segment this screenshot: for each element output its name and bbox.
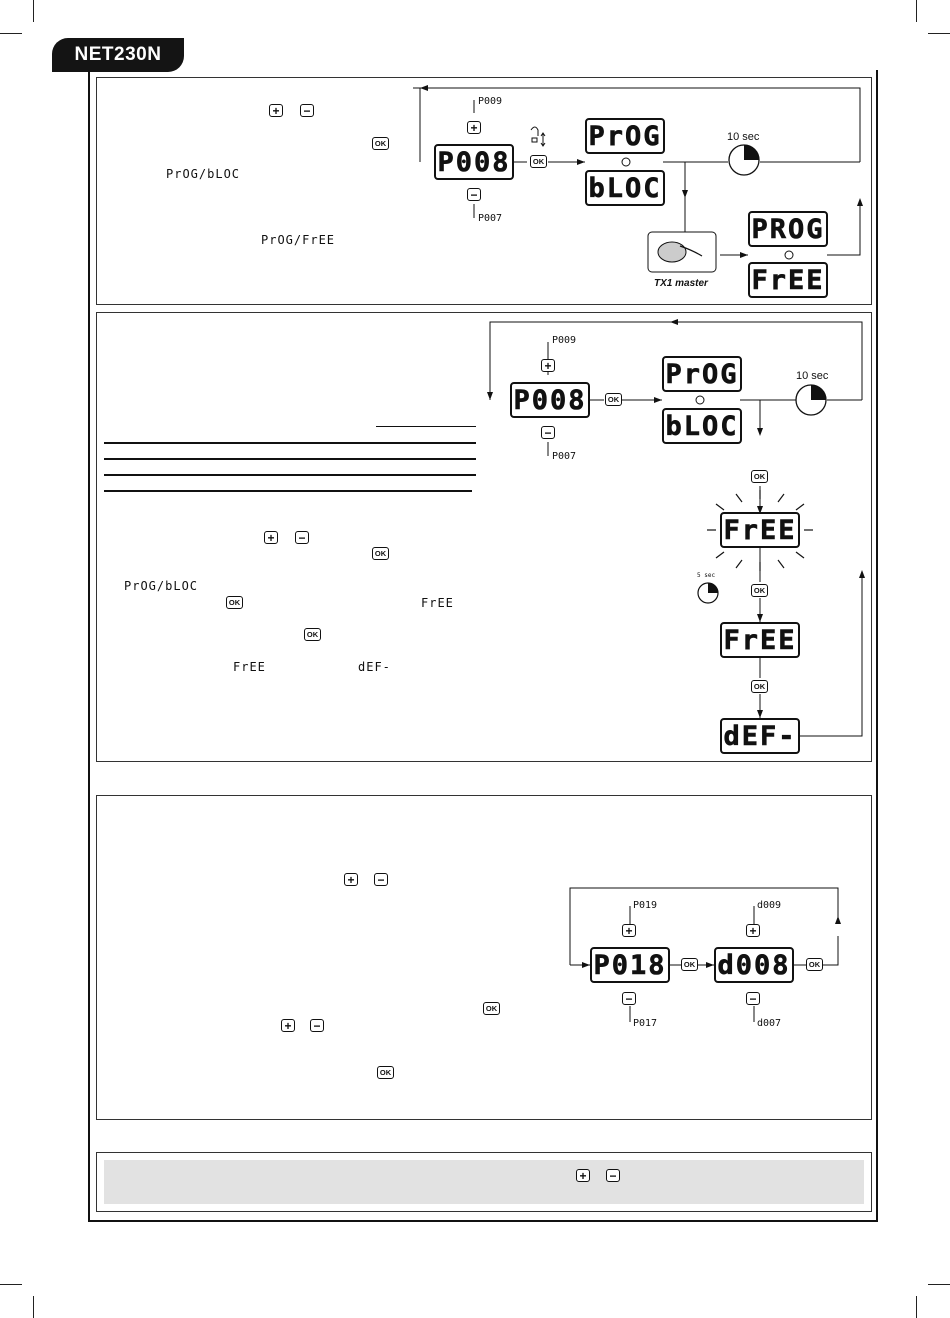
up-label: P009: [552, 335, 577, 346]
up-label: P019: [633, 900, 658, 911]
ok-button: OK: [483, 1002, 500, 1015]
inline-def: dEF-: [358, 660, 391, 674]
up-label: d009: [757, 900, 782, 911]
timer-label: 10 sec: [796, 370, 829, 382]
plus-button: +: [576, 1169, 590, 1182]
ok-button: OK: [751, 680, 768, 693]
plus-button: +: [746, 924, 760, 937]
inline-free: FrEE: [421, 596, 454, 610]
ok-button: OK: [605, 393, 622, 406]
inline-free: FrEE: [233, 660, 266, 674]
ok-button: OK: [226, 596, 243, 609]
down-label: P017: [633, 1018, 658, 1029]
minus-button: −: [541, 426, 555, 439]
up-label: P009: [478, 96, 503, 107]
ok-button: OK: [372, 547, 389, 560]
plus-button: +: [264, 531, 278, 544]
inline-prog-free: PrOG/FrEE: [261, 233, 336, 247]
minus-button: −: [606, 1169, 620, 1182]
display-p018: P018: [590, 947, 670, 983]
ok-button: OK: [372, 137, 389, 150]
tx-label: TX1 master: [654, 278, 708, 289]
plus-button: +: [281, 1019, 295, 1032]
display-free: FrEE: [720, 622, 800, 658]
display-p008: P008: [510, 382, 590, 418]
ok-button: OK: [530, 155, 547, 168]
minus-button: −: [467, 188, 481, 201]
ok-button: OK: [681, 958, 698, 971]
inline-prog-bloc: PrOG/bLOC: [124, 579, 199, 593]
display-bloc: bLOC: [662, 408, 742, 444]
plus-button: +: [344, 873, 358, 886]
minus-button: −: [374, 873, 388, 886]
ok-button: OK: [377, 1066, 394, 1079]
display-p008: P008: [434, 144, 514, 180]
display-prog: PrOG: [662, 356, 742, 392]
display-free-blinking: FrEE: [720, 512, 800, 548]
plus-button: +: [622, 924, 636, 937]
display-def: dEF-: [720, 718, 800, 754]
display-prog: PrOG: [585, 118, 665, 154]
display-bloc: bLOC: [585, 170, 665, 206]
minus-button: −: [746, 992, 760, 1005]
down-label: P007: [552, 451, 577, 462]
down-label: P007: [478, 213, 503, 224]
minus-button: −: [295, 531, 309, 544]
ok-button: OK: [751, 470, 768, 483]
ok-button: OK: [304, 628, 321, 641]
note-box: [104, 1160, 864, 1204]
plus-button: +: [467, 121, 481, 134]
ok-button: OK: [751, 584, 768, 597]
minus-button: −: [300, 104, 314, 117]
timer-small-label: 5 sec: [697, 572, 716, 579]
display-free-result: FrEE: [748, 262, 828, 298]
minus-button: −: [310, 1019, 324, 1032]
model-title: NET230N: [74, 44, 162, 65]
display-prog-result: PROG: [748, 211, 828, 247]
plus-button: +: [541, 359, 555, 372]
display-d008: d008: [714, 947, 794, 983]
down-label: d007: [757, 1018, 782, 1029]
ok-button: OK: [806, 958, 823, 971]
inline-prog-bloc: PrOG/bLOC: [166, 167, 241, 181]
minus-button: −: [622, 992, 636, 1005]
plus-button: +: [269, 104, 283, 117]
timer-label: 10 sec: [727, 131, 760, 143]
